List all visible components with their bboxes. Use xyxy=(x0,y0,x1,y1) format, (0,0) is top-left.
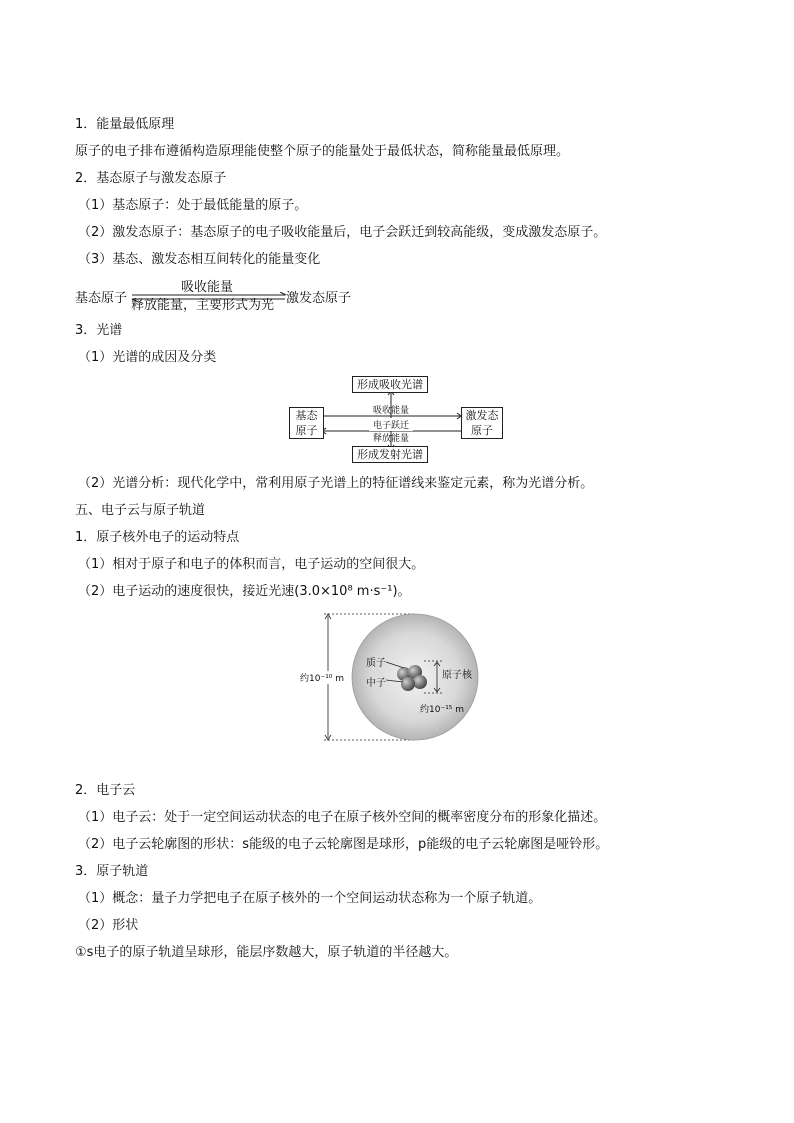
atom-size-label: 约10⁻¹⁰ m xyxy=(300,671,344,684)
section-5-2-item-2: （2）电子云轮廓图的形状：s能级的电子云轮廓图是球形，p能级的电子云轮廓图是哑铃形。 xyxy=(78,837,609,852)
nucleus-size-label: 约10⁻¹⁵ m xyxy=(420,705,465,715)
energy-conversion-equation xyxy=(75,276,375,312)
section-5-2-item-1: （1）电子云：处于一定空间运动状态的电子在原子核外空间的概率密度分布的形象化描述。 xyxy=(78,810,607,825)
spectrum-diagram xyxy=(285,376,505,466)
section-3-title: 3．光谱 xyxy=(75,323,123,338)
section-5-3-item-1: （1）概念：量子力学把电子在原子核外的一个空间运动状态称为一个原子轨道。 xyxy=(78,891,542,906)
section-3-item-1: （1）光谱的成因及分类 xyxy=(78,350,217,365)
equation-excited-state: 激发态原子 xyxy=(286,291,352,306)
section-2-title: 2．基态原子与激发态原子 xyxy=(75,171,227,186)
section-5-1-title: 1．原子核外电子的运动特点 xyxy=(75,530,240,545)
section-5-2-title: 2．电子云 xyxy=(75,783,136,798)
section-5-title: 五、电子云与原子轨道 xyxy=(75,503,206,518)
atom-diagram xyxy=(300,608,490,748)
absorption-spectrum-box: 形成吸收光谱 xyxy=(352,376,428,393)
absorb-energy-label: 吸收能量 xyxy=(372,406,409,416)
section-5-3-item-3: ①s电子的原子轨道呈球形，能层序数越大，原子轨道的半径越大。 xyxy=(75,945,458,960)
section-3-item-2: （2）光谱分析：现代化学中，常利用原子光谱上的特征谱线来鉴定元素，称为光谱分析。 xyxy=(78,476,594,491)
nucleus-label: 原子核 xyxy=(442,670,472,681)
ground-state-box: 基态 原子 xyxy=(289,407,324,439)
section-5-1-item-2: （2）电子运动的速度很快，接近光速(3.0×10⁸ m·s⁻¹)。 xyxy=(78,584,411,599)
section-2-item-3: （3）基态、激发态相互间转化的能量变化 xyxy=(78,252,321,267)
section-1-body: 原子的电子排布遵循构造原理能使整个原子的能量处于最低状态，简称能量最低原理。 xyxy=(75,144,570,159)
section-2-item-1: （1）基态原子：处于最低能量的原子。 xyxy=(78,198,308,213)
equation-release-label: 释放能量，主要形式为光 xyxy=(131,298,275,313)
electron-transition-label: 电子跃迁 xyxy=(369,418,413,431)
section-5-3-item-2: （2）形状 xyxy=(78,918,139,933)
release-energy-label: 释放能量 xyxy=(372,434,409,444)
neutron-label: 中子 xyxy=(366,678,386,689)
emission-spectrum-box: 形成发射光谱 xyxy=(352,446,428,463)
equation-ground-state: 基态原子 xyxy=(75,291,128,306)
excited-state-box: 激发态 原子 xyxy=(461,407,503,439)
equation-absorb-label: 吸收能量 xyxy=(181,280,234,295)
section-5-1-item-1: （1）相对于原子和电子的体积而言，电子运动的空间很大。 xyxy=(78,557,425,572)
section-1-title: 1．能量最低原理 xyxy=(75,117,175,132)
section-5-3-title: 3．原子轨道 xyxy=(75,864,149,879)
proton-label: 质子 xyxy=(366,658,386,669)
section-2-item-2: （2）激发态原子：基态原子的电子吸收能量后，电子会跃迁到较高能级，变成激发态原子。 xyxy=(78,225,607,240)
